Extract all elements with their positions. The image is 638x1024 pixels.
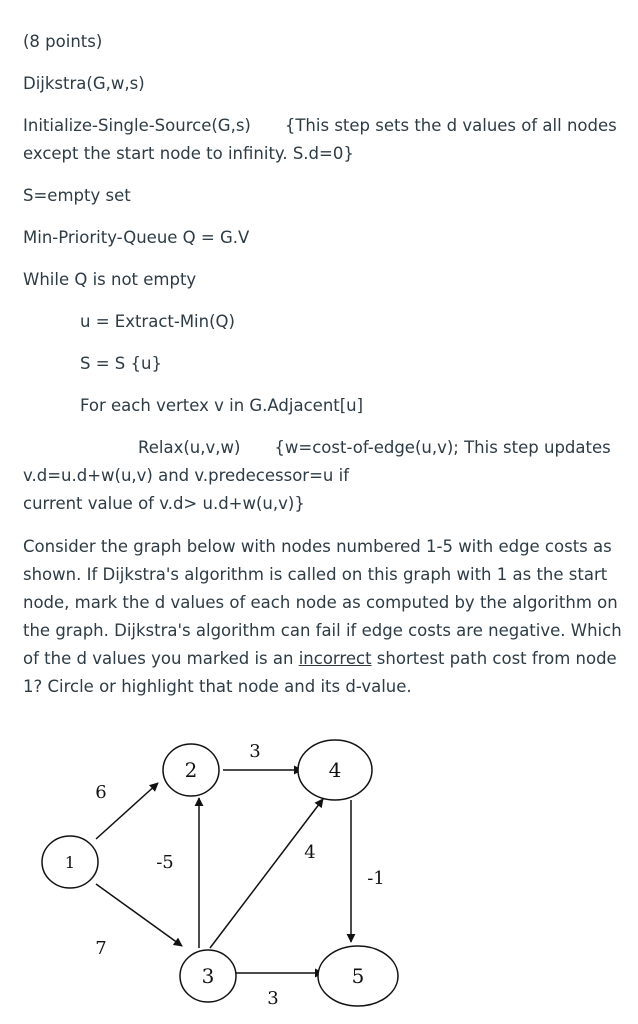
node-1-label: 1 <box>64 853 76 872</box>
queue-init-line: Min-Priority-Queue Q = G.V <box>23 228 250 247</box>
edge-weight-3-4: 4 <box>304 842 316 863</box>
edge-weight-3-5: 3 <box>267 988 279 1009</box>
relax-comment-cont-1: v.d=u.d+w(u,v) and v.predecessor=u if <box>23 466 350 485</box>
while-line: While Q is not empty <box>23 270 197 289</box>
points-label: (8 points) <box>23 32 103 51</box>
node-2-label: 2 <box>184 758 198 782</box>
prompt-text-1: Consider the graph below with nodes numbered 1-5 with edge costs as shown. If Dijkstra's algorithm is called on this graph with 1 as the start node, mark the d values of each node as computed by the algorithm on the graph. Dijkstra's algorithm can fail if edge costs are negative. Which of the d values you marked is an <box>23 537 622 668</box>
node-3-label: 3 <box>201 964 215 988</box>
graph-diagram <box>0 720 638 1024</box>
prompt-emphasis: incorrect <box>298 649 372 668</box>
edge-weight-1-3: 7 <box>95 938 107 959</box>
relax-comment-cont-2: current value of v.d> u.d+w(u,v)} <box>23 494 305 513</box>
edge-weight-2-4: 3 <box>249 741 261 762</box>
node-2 <box>163 744 219 796</box>
relax-line <box>138 434 611 462</box>
init-comment-cont: except the start node to infinity. S.d=0} <box>23 144 354 163</box>
init-line <box>23 112 617 140</box>
algorithm-signature: Dijkstra(G,w,s) <box>23 74 145 93</box>
s-init-line: S=empty set <box>23 186 131 205</box>
extract-line: u = Extract-Min(Q) <box>80 312 235 331</box>
question-prompt <box>23 533 623 701</box>
prompt-text-2: shortest path cost from node 1? Circle or highlight that node and its d-value. <box>23 649 617 696</box>
relax-comment: {w=cost-of-edge(u,v); This step updates <box>274 438 611 457</box>
node-1 <box>42 836 98 888</box>
node-5-label: 5 <box>351 964 365 988</box>
edge-weight-3-2: -5 <box>156 852 174 873</box>
init-call: Initialize-Single-Source(G,s) <box>23 116 251 135</box>
node-5 <box>318 946 398 1006</box>
relax-call: Relax(u,v,w) <box>138 438 241 457</box>
edge-weight-1-2: 6 <box>95 782 107 803</box>
init-comment: {This step sets the d values of all nodes <box>284 116 617 135</box>
for-line: For each vertex v in G.Adjacent[u] <box>80 396 364 415</box>
node-4-label: 4 <box>328 758 342 782</box>
edge-weight-4-5: -1 <box>367 868 385 889</box>
node-3 <box>180 950 236 1002</box>
edge-1-3 <box>96 884 182 946</box>
node-4 <box>298 740 372 800</box>
edge-3-4 <box>210 799 323 948</box>
union-line: S = S {u} <box>80 354 162 373</box>
